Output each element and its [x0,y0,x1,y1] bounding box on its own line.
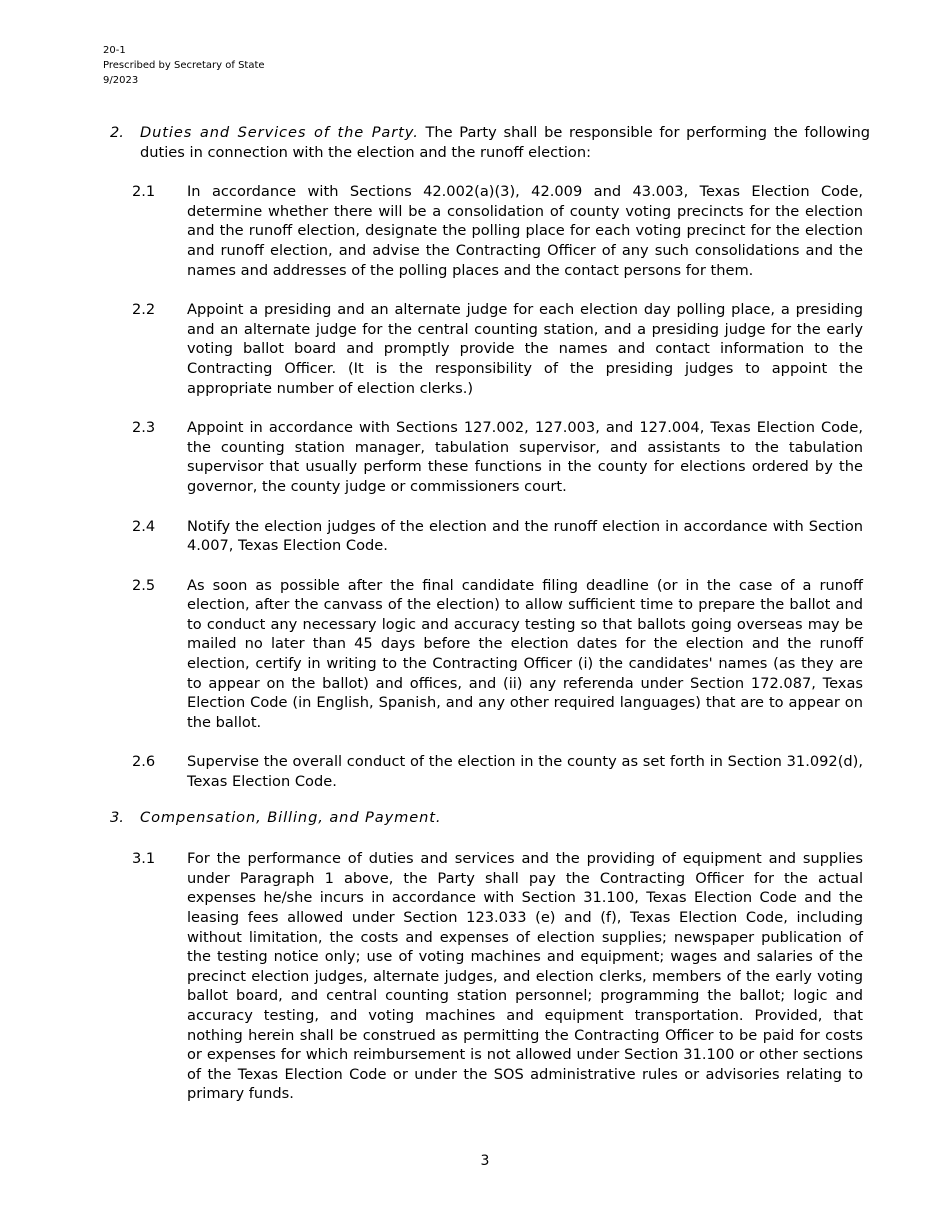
form-number: 20-1 [103,45,126,56]
list-item [110,517,870,556]
item-text: Supervise the overall conduct of the election in the county as set forth in Section 31.092(d), Texas Election Code. [187,753,863,791]
form-header [103,43,265,88]
page-number: 3 [480,1153,490,1169]
section-number: 2. [110,124,124,141]
item-text: Appoint in accordance with Sections 127.002, 127.003, and 127.004, Texas Election Code, the counting station manager, tabulation supervisor, and assistants to the tabulation supervisor that usually perform these functions in the county for elections ordered by the governor, the county judge or commissioners court. [187,419,863,495]
item-number: 2.3 [132,419,156,437]
item-text: Notify the election judges of the election and the runoff election in accordance with Section 4.007, Texas Election Code. [187,517,863,555]
section-compensation [110,808,870,828]
item-text: For the performance of duties and services and the providing of equipment and supplies under Paragraph 1 above, the Party shall pay the Contracting Officer for the actual expenses he/she incurs in accordance with Section 31.100, Texas Election Code and the leasing fees allowed under Section 123.033 (e) and (f), Texas Election Code, including without limitation, the costs and expenses of election supplies; newspaper publication of the testing notice only; use of voting machines and equipment; wages and salaries of the precinct election judges, alternate judges, and election clerks, members of the early voting ballot board, and central counting station personnel; programming the ballot; logic and accuracy testing, and voting machines and equipment transportation. Provided, that nothing herein shall be construed as permitting the Contracting Officer to be paid for costs or expenses for which reimbursement is not allowed under Section 31.100 or other sections of the Texas Election Code or under the SOS administrative rules or advisories relating to primary funds. [187,850,863,1103]
item-text: Appoint a presiding and an alternate judge for each election day polling place, a presiding and an alternate judge for the central counting station, and a presiding judge for the early voting ballot board and promptly provide the names and contact information to the Contracting Officer. (It is the responsibility of the presiding judges to appoint the appropriate number of election clerks.) [187,301,863,397]
item-number: 2.2 [132,301,156,319]
list-item [110,849,870,1104]
item-number: 2.6 [132,753,156,771]
item-number: 2.5 [132,576,156,594]
item-number: 3.1 [132,850,156,868]
item-text: As soon as possible after the final candidate filing deadline (or in the case of a runoff election, after the canvass of the election) to allow sufficient time to prepare the ballot and to conduct any necessary logic and accuracy testing so that ballots going overseas may be mailed no later than 45 days before the election dates for the election and the runoff election, certify in writing to the Contracting Officer (i) the candidates' names (as they are to appear on the ballot) and offices, and (ii) any referenda under Section 172.087, Texas Election Code (in English, Spanish, and any other required languages) that are to appear on the ballot. [187,576,863,731]
section-intro: The Party shall be responsible for performing the following duties in connection with the election and the runoff election: [140,124,871,161]
list-item [110,300,870,398]
document-body [110,123,870,1104]
item-number: 2.1 [132,183,156,201]
list-item [110,418,870,496]
list-item [110,752,870,791]
prescribed-by: Prescribed by Secretary of State [103,60,265,71]
section-duties [110,123,870,162]
form-date: 9/2023 [103,75,139,86]
list-item [110,182,870,280]
section-title: Duties and Services of the Party. [140,124,419,141]
section-number: 3. [110,808,124,826]
section-title: Compensation, Billing, and Payment. [140,808,442,826]
list-item [110,576,870,733]
item-number: 2.4 [132,517,156,535]
item-text: In accordance with Sections 42.002(a)(3), 42.009 and 43.003, Texas Election Code, determine whether there will be a consolidation of county voting precincts for the election and the runoff election, designate the polling place for each voting precinct for the election and runoff election, and advise the Contracting Officer of any such consolidations and the names and addresses of the polling places and the contact persons for them. [187,183,863,279]
